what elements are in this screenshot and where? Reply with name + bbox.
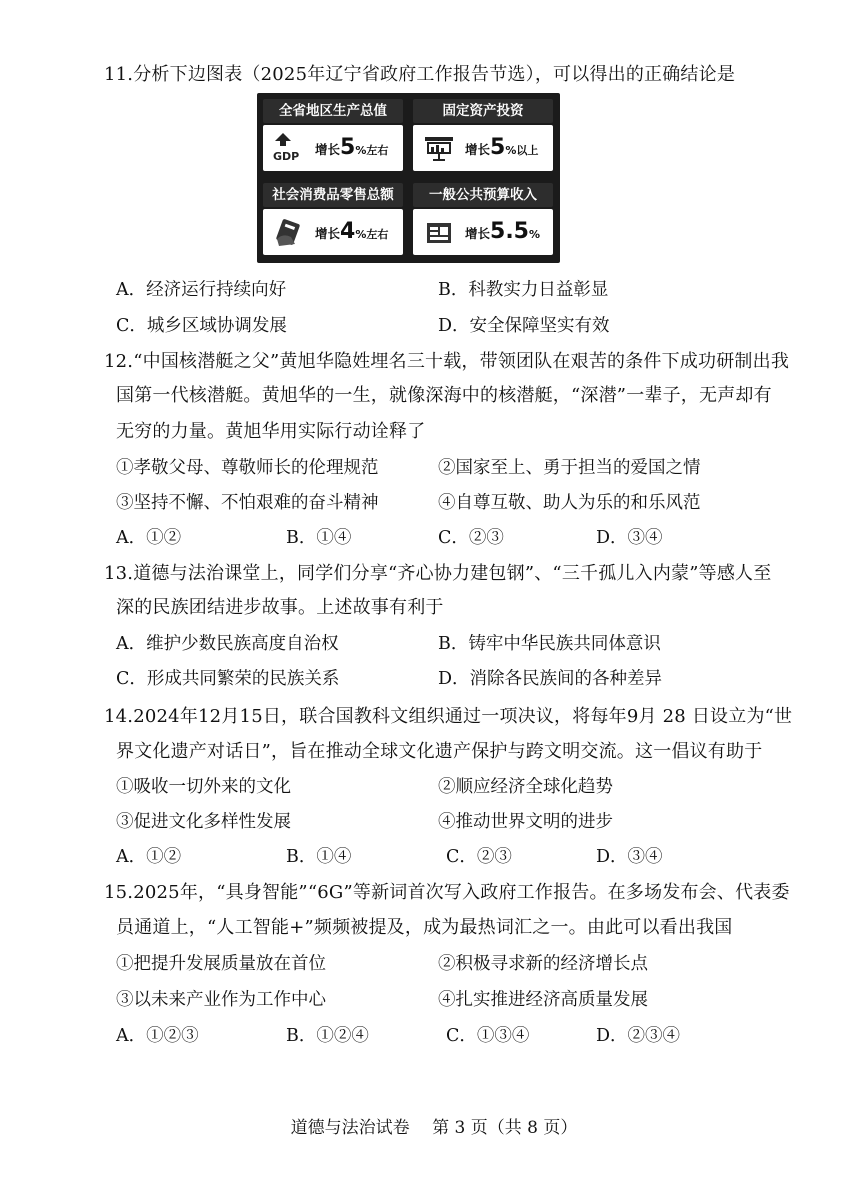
infographic xyxy=(257,93,560,263)
q11-option-d[interactable]: D．安全保障坚实有效 xyxy=(438,316,610,336)
q12-statement: ③坚持不懈、不怕艰难的奋斗精神 xyxy=(116,493,379,513)
building-chart-icon xyxy=(423,133,457,163)
page-footer: 道德与法治试卷 第 3 页（共 8 页） xyxy=(290,1118,578,1138)
q13-option-b[interactable]: B．铸牢中华民族共同体意识 xyxy=(438,634,661,654)
info-cell-investment xyxy=(413,99,553,173)
q11-option-a[interactable]: A．经济运行持续向好 xyxy=(116,280,287,300)
q11-stem: 11.分析下边图表（2025年辽宁省政府工作报告节选），可以得出的正确结论是 xyxy=(104,64,736,85)
q15-statement: ②积极寻求新的经济增长点 xyxy=(438,954,648,974)
q12-stem-line: 国第一代核潜艇。黄旭华的一生，就像深海中的核潜艇，“深潜”一辈子，无声却有 xyxy=(116,385,772,406)
q12-statement: ②国家至上、勇于担当的爱国之情 xyxy=(438,458,701,478)
q14-statement: ①吸收一切外来的文化 xyxy=(116,777,291,797)
q15-statement: ③以未来产业作为工作中心 xyxy=(116,990,326,1010)
q15-option-b[interactable]: B．①②④ xyxy=(286,1026,369,1046)
svg-text:GDP: GDP xyxy=(273,150,300,163)
q15-stem-line: 15.2025年，“具身智能”“6G”等新词首次写入政府工作报告。在多场发布会、代表委 xyxy=(104,882,790,903)
q14-option-b[interactable]: B．①④ xyxy=(286,847,352,867)
q12-statement: ①孝敬父母、尊敬师长的伦理规范 xyxy=(116,458,379,478)
q14-option-c[interactable]: C．②③ xyxy=(446,847,512,867)
info-value: 增长5%左右 xyxy=(315,135,389,160)
q11-option-c[interactable]: C．城乡区域协调发展 xyxy=(116,316,287,336)
info-cell-budget xyxy=(413,183,553,257)
q13-option-a[interactable]: A．维护少数民族高度自治权 xyxy=(116,634,339,654)
q14-option-a[interactable]: A．①② xyxy=(116,847,182,867)
q13-option-c[interactable]: C．形成共同繁荣的民族关系 xyxy=(116,669,340,689)
shopping-card-icon xyxy=(273,217,307,247)
q12-option-b[interactable]: B．①④ xyxy=(286,528,352,548)
q15-stem-line: 员通道上，“人工智能+”频频被提及，成为最热词汇之一。由此可以看出我国 xyxy=(116,917,733,938)
q12-statement: ④自尊互敬、助人为乐的和乐风范 xyxy=(438,493,701,513)
q15-option-a[interactable]: A．①②③ xyxy=(116,1026,199,1046)
q14-stem-line: 界文化遗产对话日”，旨在推动全球文化遗产保护与跨文明交流。这一倡议有助于 xyxy=(116,741,763,762)
gdp-arrow-icon xyxy=(273,133,307,163)
q13-stem-line: 深的民族团结进步故事。上述故事有利于 xyxy=(116,597,444,618)
q12-option-a[interactable]: A．①② xyxy=(116,528,182,548)
q12-option-d[interactable]: D．③④ xyxy=(596,528,663,548)
q15-statement: ①把提升发展质量放在首位 xyxy=(116,954,326,974)
info-value: 增长5%以上 xyxy=(465,135,539,160)
q14-stem-line: 14.2024年12月15日，联合国教科文组织通过一项决议，将每年9月 28 日设立为“世 xyxy=(104,706,793,727)
q12-stem-line: 12.“中国核潜艇之父”黄旭华隐姓埋名三十载，带领团队在艰苦的条件下成功研制出我 xyxy=(104,351,790,372)
budget-document-icon xyxy=(423,217,457,247)
q12-option-c[interactable]: C．②③ xyxy=(438,528,504,548)
info-value: 增长4%左右 xyxy=(315,219,389,244)
info-header: 全省地区生产总值 xyxy=(263,99,403,123)
q14-statement: ④推动世界文明的进步 xyxy=(438,812,613,832)
q14-statement: ②顺应经济全球化趋势 xyxy=(438,777,613,797)
info-header: 社会消费品零售总额 xyxy=(263,183,403,207)
info-header: 固定资产投资 xyxy=(413,99,553,123)
q13-stem-line: 13.道德与法治课堂上，同学们分享“齐心协力建包钢”、“三千孤儿入内蒙”等感人至 xyxy=(104,563,772,584)
info-header: 一般公共预算收入 xyxy=(413,183,553,207)
q15-option-c[interactable]: C．①③④ xyxy=(446,1026,530,1046)
q15-statement: ④扎实推进经济高质量发展 xyxy=(438,990,648,1010)
q12-stem-line: 无穷的力量。黄旭华用实际行动诠释了 xyxy=(116,421,426,442)
info-value: 增长5.5% xyxy=(465,219,541,244)
q13-option-d[interactable]: D．消除各民族间的各种差异 xyxy=(438,669,663,689)
q11-option-b[interactable]: B．科教实力日益彰显 xyxy=(438,280,609,300)
q14-option-d[interactable]: D．③④ xyxy=(596,847,663,867)
q14-statement: ③促进文化多样性发展 xyxy=(116,812,291,832)
q15-option-d[interactable]: D．②③④ xyxy=(596,1026,681,1046)
info-cell-gdp xyxy=(263,99,403,173)
info-cell-retail xyxy=(263,183,403,257)
